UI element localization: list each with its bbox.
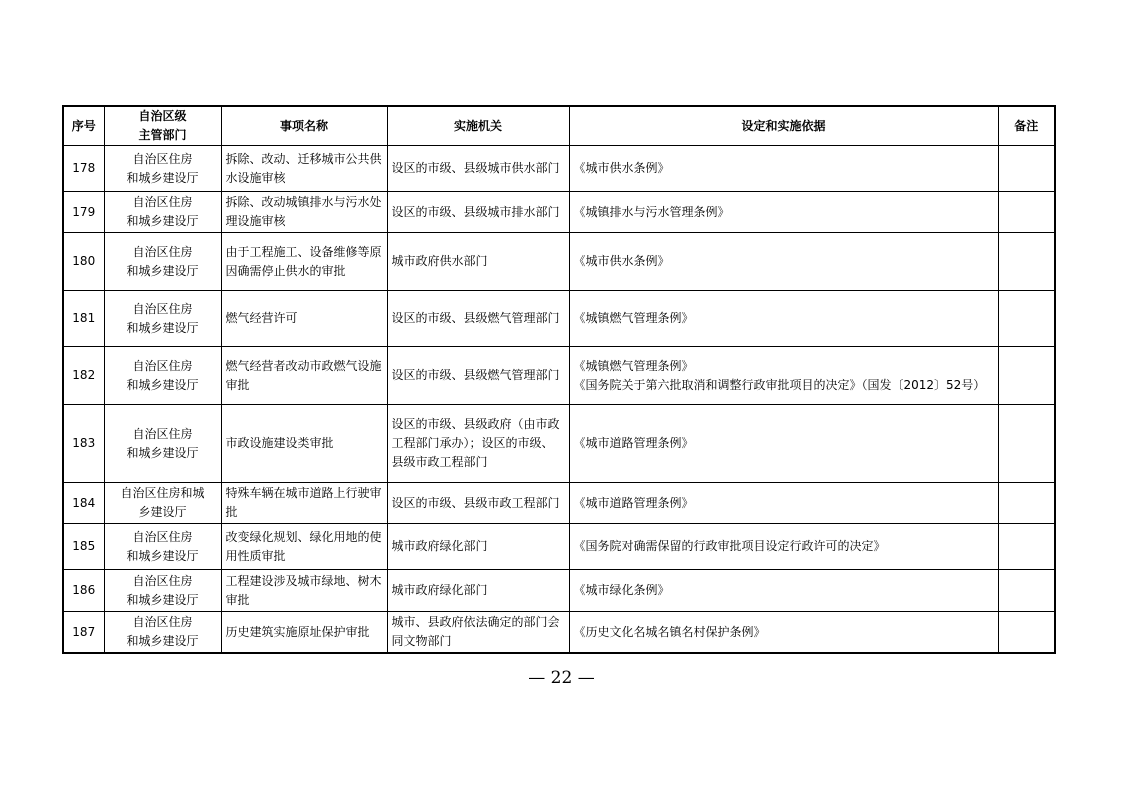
cell-item bbox=[221, 524, 387, 570]
cell-agency-text: 设区的市级、县级政府（由市政工程部门承办）；设区的市级、县级市政工程部门 bbox=[391, 417, 560, 469]
table-row bbox=[63, 233, 1055, 291]
cell-agency bbox=[387, 483, 569, 524]
cell-agency bbox=[387, 291, 569, 347]
header-agency: 实施机关 bbox=[387, 106, 569, 146]
cell-basis-text: 《城市绿化条例》 bbox=[573, 583, 670, 597]
cell-dept bbox=[104, 570, 221, 612]
table-row bbox=[63, 405, 1055, 483]
table-row bbox=[63, 524, 1055, 570]
cell-seq bbox=[63, 347, 104, 405]
cell-basis bbox=[569, 524, 998, 570]
cell-agency-text: 设区的市级、县级城市供水部门 bbox=[391, 161, 560, 175]
table-row bbox=[63, 146, 1055, 192]
cell-dept-text: 自治区住房 和城乡建设厅 bbox=[126, 151, 199, 185]
cell-agency-text: 城市政府供水部门 bbox=[391, 254, 488, 268]
cell-agency bbox=[387, 405, 569, 483]
cell-dept-text: 自治区住房 和城乡建设厅 bbox=[126, 358, 199, 392]
cell-seq-text: 182 bbox=[72, 368, 96, 382]
cell-item bbox=[221, 233, 387, 291]
cell-seq bbox=[63, 524, 104, 570]
cell-seq bbox=[63, 483, 104, 524]
cell-seq-text: 185 bbox=[72, 539, 96, 553]
table-row bbox=[63, 291, 1055, 347]
cell-dept bbox=[104, 347, 221, 405]
cell-item-text: 拆除、改动、迁移城市公共供水设施审核 bbox=[225, 151, 382, 185]
cell-agency-text: 城市、县政府依法确定的部门会同文物部门 bbox=[391, 615, 560, 648]
cell-remark bbox=[998, 570, 1055, 612]
cell-remark bbox=[998, 483, 1055, 524]
table-row bbox=[63, 612, 1055, 654]
table-row bbox=[63, 570, 1055, 612]
cell-dept bbox=[104, 146, 221, 192]
header-item: 事项名称 bbox=[221, 106, 387, 146]
cell-dept bbox=[104, 291, 221, 347]
cell-dept bbox=[104, 483, 221, 524]
cell-basis bbox=[569, 146, 998, 192]
cell-agency-text: 城市政府绿化部门 bbox=[391, 539, 488, 553]
cell-agency-text: 设区的市级、县级城市排水部门 bbox=[391, 204, 560, 219]
cell-seq bbox=[63, 612, 104, 654]
cell-agency bbox=[387, 570, 569, 612]
cell-agency-text: 设区的市级、县级燃气管理部门 bbox=[391, 368, 560, 382]
cell-agency-text: 城市政府绿化部门 bbox=[391, 583, 488, 597]
cell-seq-text: 183 bbox=[72, 436, 96, 450]
cell-dept bbox=[104, 612, 221, 654]
cell-dept-text: 自治区住房 和城乡建设厅 bbox=[126, 301, 199, 335]
cell-item bbox=[221, 291, 387, 347]
cell-remark bbox=[998, 524, 1055, 570]
page-number: — 22 — bbox=[528, 668, 595, 688]
header-remark: 备注 bbox=[998, 106, 1055, 146]
cell-dept bbox=[104, 233, 221, 291]
cell-dept bbox=[104, 192, 221, 233]
cell-item bbox=[221, 483, 387, 524]
header-dept-label: 自治区级 主管部门 bbox=[138, 109, 187, 142]
cell-remark bbox=[998, 233, 1055, 291]
cell-basis bbox=[569, 612, 998, 654]
cell-item bbox=[221, 192, 387, 233]
cell-basis bbox=[569, 192, 998, 233]
cell-item bbox=[221, 405, 387, 483]
header-dept bbox=[104, 106, 221, 146]
cell-basis bbox=[569, 405, 998, 483]
cell-basis bbox=[569, 570, 998, 612]
cell-agency-text: 设区的市级、县级燃气管理部门 bbox=[391, 311, 560, 325]
cell-seq bbox=[63, 291, 104, 347]
table-row bbox=[63, 192, 1055, 233]
cell-remark bbox=[998, 291, 1055, 347]
cell-remark bbox=[998, 192, 1055, 233]
cell-item-text: 燃气经营许可 bbox=[225, 311, 298, 325]
cell-seq bbox=[63, 233, 104, 291]
cell-agency bbox=[387, 146, 569, 192]
cell-basis bbox=[569, 347, 998, 405]
cell-dept-text: 自治区住房 和城乡建设厅 bbox=[126, 426, 199, 460]
cell-basis bbox=[569, 233, 998, 291]
cell-item-text: 历史建筑实施原址保护审批 bbox=[225, 624, 370, 639]
cell-seq-text: 187 bbox=[72, 624, 96, 639]
cell-dept bbox=[104, 524, 221, 570]
cell-seq-text: 179 bbox=[72, 204, 96, 219]
header-seq: 序号 bbox=[63, 106, 104, 146]
table-header-row bbox=[63, 106, 1055, 146]
cell-item bbox=[221, 570, 387, 612]
cell-basis-text: 《城市供水条例》 bbox=[573, 161, 670, 175]
cell-agency bbox=[387, 347, 569, 405]
cell-seq-text: 180 bbox=[72, 254, 96, 268]
cell-basis-text: 《城市道路管理条例》 bbox=[573, 436, 694, 450]
cell-seq bbox=[63, 405, 104, 483]
cell-agency bbox=[387, 524, 569, 570]
cell-basis bbox=[569, 483, 998, 524]
cell-item-text: 市政设施建设类审批 bbox=[225, 436, 334, 450]
cell-seq bbox=[63, 192, 104, 233]
cell-basis bbox=[569, 291, 998, 347]
cell-remark bbox=[998, 347, 1055, 405]
cell-dept-text: 自治区住房 和城乡建设厅 bbox=[126, 615, 199, 648]
cell-agency bbox=[387, 192, 569, 233]
cell-seq bbox=[63, 570, 104, 612]
cell-dept-text: 自治区住房 和城乡建设厅 bbox=[126, 195, 199, 228]
cell-dept-text: 自治区住房 和城乡建设厅 bbox=[126, 244, 199, 278]
header-basis: 设定和实施依据 bbox=[569, 106, 998, 146]
table-row bbox=[63, 483, 1055, 524]
cell-basis-text: 《历史文化名城名镇名村保护条例》 bbox=[573, 624, 766, 639]
cell-item bbox=[221, 612, 387, 654]
cell-dept-text: 自治区住房 和城乡建设厅 bbox=[126, 573, 199, 607]
cell-dept bbox=[104, 405, 221, 483]
cell-item-text: 改变绿化规划、绿化用地的使用性质审批 bbox=[225, 529, 382, 563]
cell-agency-text: 设区的市级、县级市政工程部门 bbox=[391, 495, 560, 510]
approval-items-table bbox=[62, 105, 1056, 654]
table-row bbox=[63, 347, 1055, 405]
cell-dept-text: 自治区住房 和城乡建设厅 bbox=[126, 529, 199, 563]
cell-remark bbox=[998, 612, 1055, 654]
cell-seq-text: 178 bbox=[72, 161, 96, 175]
cell-agency bbox=[387, 612, 569, 654]
cell-item bbox=[221, 347, 387, 405]
cell-basis-text: 《城镇燃气管理条例》 《国务院关于第六批取消和调整行政审批项目的决定》（国发〔2012〕52号） bbox=[573, 358, 986, 392]
cell-agency bbox=[387, 233, 569, 291]
cell-remark bbox=[998, 405, 1055, 483]
cell-dept-text: 自治区住房和城 乡建设厅 bbox=[120, 486, 205, 519]
cell-basis-text: 《城市供水条例》 bbox=[573, 254, 670, 268]
cell-basis-text: 《城镇排水与污水管理条例》 bbox=[573, 204, 730, 219]
cell-seq-text: 186 bbox=[72, 583, 96, 597]
cell-basis-text: 《国务院对确需保留的行政审批项目设定行政许可的决定》 bbox=[573, 539, 886, 553]
cell-item bbox=[221, 146, 387, 192]
cell-item-text: 工程建设涉及城市绿地、树木审批 bbox=[225, 573, 382, 607]
cell-seq bbox=[63, 146, 104, 192]
cell-basis-text: 《城镇燃气管理条例》 bbox=[573, 311, 694, 325]
cell-remark bbox=[998, 146, 1055, 192]
cell-seq-text: 184 bbox=[72, 495, 96, 510]
cell-seq-text: 181 bbox=[72, 311, 96, 325]
cell-basis-text: 《城市道路管理条例》 bbox=[573, 495, 694, 510]
cell-item-text: 拆除、改动城镇排水与污水处理设施审核 bbox=[225, 195, 382, 228]
cell-item-text: 由于工程施工、设备维修等原因确需停止供水的审批 bbox=[225, 244, 382, 278]
cell-item-text: 特殊车辆在城市道路上行驶审批 bbox=[225, 486, 382, 519]
cell-item-text: 燃气经营者改动市政燃气设施审批 bbox=[225, 358, 382, 392]
